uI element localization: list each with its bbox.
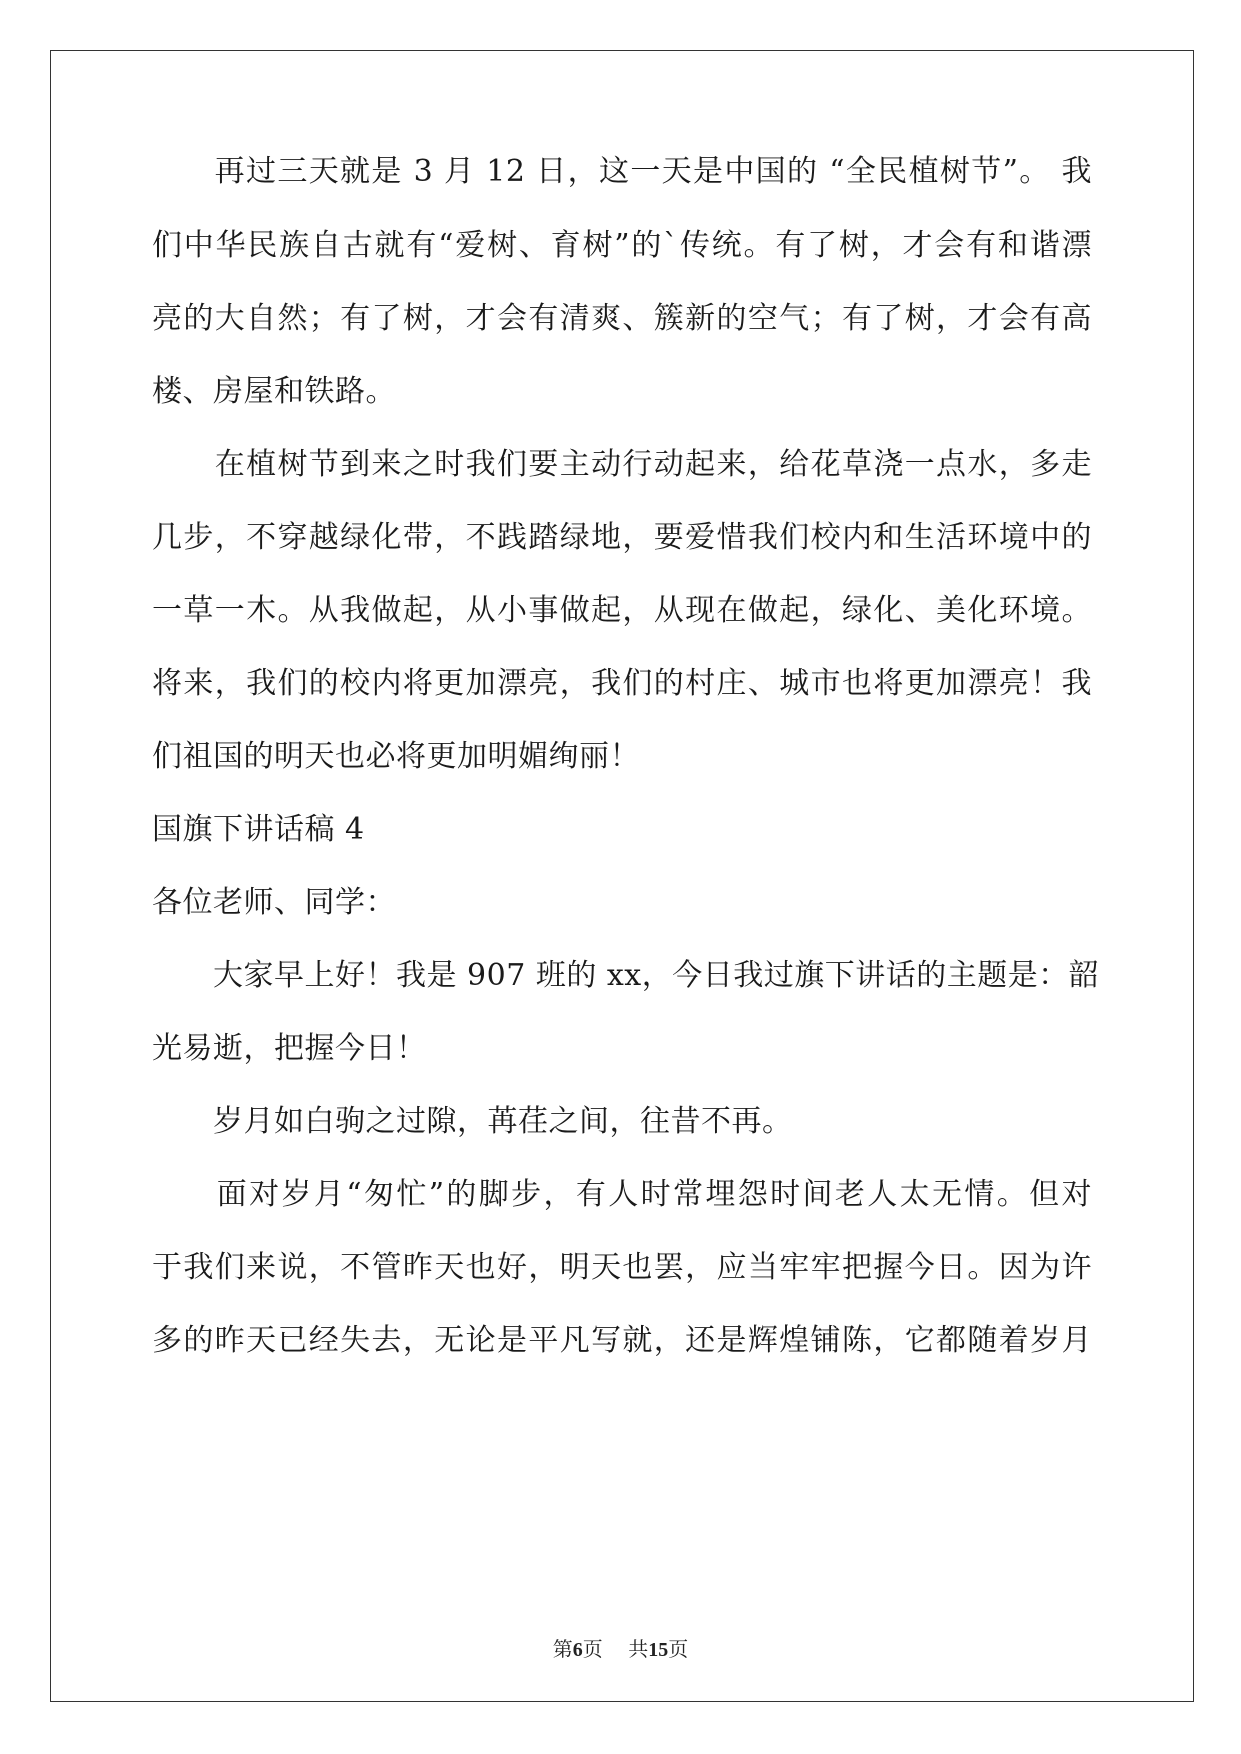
paragraph-line: 于我们来说，不管昨天也好，明天也罢，应当牢牢把握今日。因为许 <box>152 1250 1092 1285</box>
paragraph-line: 楼、房屋和铁路。 <box>152 374 396 409</box>
paragraph-line: 们祖国的明天也必将更加明媚绚丽！ <box>152 739 640 774</box>
paragraph-line: 将来，我们的校内将更加漂亮，我们的村庄、城市也将更加漂亮！我 <box>152 666 1092 701</box>
section-heading: 国旗下讲话稿 4 <box>152 812 365 847</box>
paragraph-line: 多的昨天已经失去，无论是平凡写就，还是辉煌铺陈，它都随着岁月 <box>152 1323 1092 1358</box>
page-suffix: 页 <box>582 1637 603 1661</box>
paragraph-line: 亮的大自然；有了树，才会有清爽、簇新的空气；有了树，才会有高 <box>152 301 1092 336</box>
page-border <box>50 50 1194 1702</box>
paragraph-line: 在植树节到来之时我们要主动行动起来，给花草浇一点水，多走 <box>152 447 1092 482</box>
page-number: 6 <box>572 1639 583 1661</box>
paragraph-line: 一草一木。从我做起，从小事做起，从现在做起，绿化、美化环境。 <box>152 593 1092 628</box>
paragraph-line: 再过三天就是 3 月 12 日，这一天是中国的 “全民植树节”。 我 <box>152 154 1092 189</box>
paragraph-line: 面对岁月“匆忙”的脚步，有人时常埋怨时间老人太无情。但对 <box>152 1177 1092 1212</box>
page-footer <box>0 1637 1241 1662</box>
total-prefix: 共 <box>628 1637 649 1661</box>
paragraph-line: 大家早上好！我是 907 班的 xx，今日我过旗下讲话的主题是：韶 <box>152 958 1100 993</box>
paragraph-line: 岁月如白驹之过隙，苒荏之间，往昔不再。 <box>152 1104 793 1139</box>
salutation: 各位老师、同学： <box>152 885 396 920</box>
paragraph-line: 光易逝，把握今日！ <box>152 1031 427 1066</box>
page-prefix: 第 <box>552 1637 573 1661</box>
paragraph-line: 们中华民族自古就有“爱树、育树”的`传统。有了树，才会有和谐漂 <box>152 228 1092 263</box>
paragraph-line: 几步，不穿越绿化带，不践踏绿地，要爱惜我们校内和生活环境中的 <box>152 520 1092 555</box>
total-suffix: 页 <box>668 1637 689 1661</box>
total-pages: 15 <box>648 1639 669 1661</box>
